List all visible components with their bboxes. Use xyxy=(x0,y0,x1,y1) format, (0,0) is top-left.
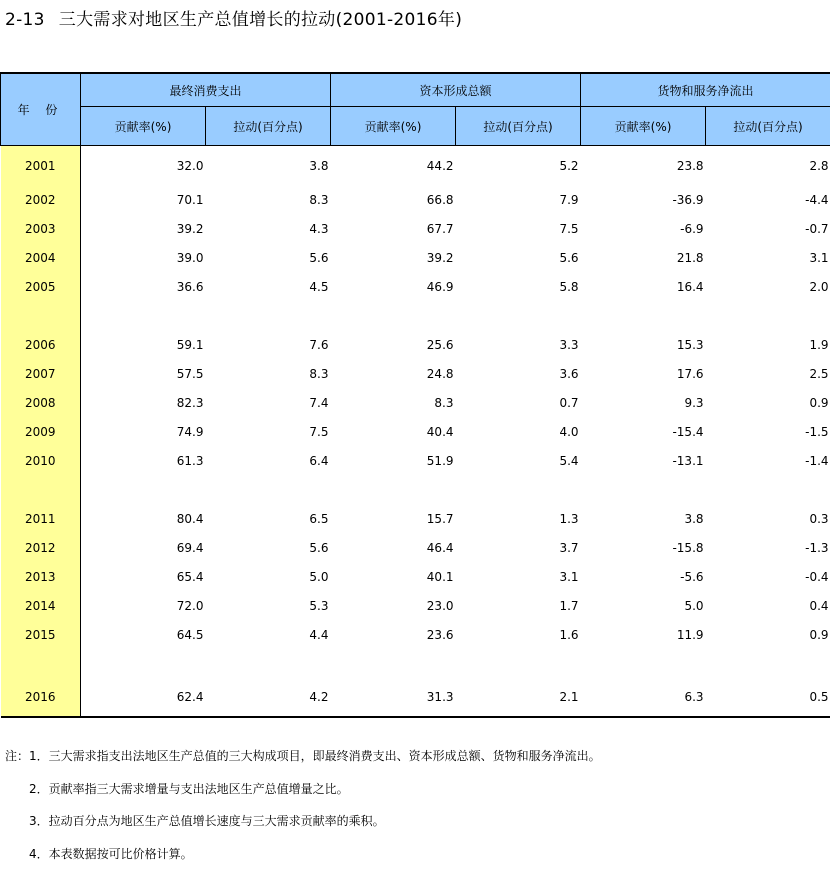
value-cell: 40.1 xyxy=(331,562,456,591)
year-cell: 2004 xyxy=(1,243,81,272)
table-row xyxy=(1,214,830,243)
header-pull: 拉动(百分点) xyxy=(206,107,331,146)
value-cell: 3.6 xyxy=(456,359,581,388)
table-row xyxy=(1,417,830,446)
value-cell: 80.4 xyxy=(81,504,206,533)
value-cell: 3.8 xyxy=(581,504,706,533)
value-cell: -36.9 xyxy=(581,185,706,214)
value-cell: 7.6 xyxy=(206,330,331,359)
header-contribution: 贡献率(%) xyxy=(331,107,456,146)
value-cell: 82.3 xyxy=(81,388,206,417)
value-cell: 7.9 xyxy=(456,185,581,214)
year-cell: 2011 xyxy=(1,504,81,533)
value-cell: 59.1 xyxy=(81,330,206,359)
value-cell: 4.0 xyxy=(456,417,581,446)
empty-cell xyxy=(81,649,206,678)
year-cell: 2005 xyxy=(1,272,81,301)
spacer-row xyxy=(1,475,830,504)
value-cell: 1.6 xyxy=(456,620,581,649)
year-cell: 2014 xyxy=(1,591,81,620)
value-cell: 2.1 xyxy=(456,678,581,717)
year-cell: 2012 xyxy=(1,533,81,562)
value-cell: 62.4 xyxy=(81,678,206,717)
empty-cell xyxy=(581,475,706,504)
value-cell: 0.7 xyxy=(456,388,581,417)
value-cell: 3.1 xyxy=(456,562,581,591)
empty-cell xyxy=(331,475,456,504)
year-cell: 2002 xyxy=(1,185,81,214)
value-cell: -1.5 xyxy=(706,417,830,446)
value-cell: 0.3 xyxy=(706,504,830,533)
notes xyxy=(5,748,601,878)
value-cell: 36.6 xyxy=(81,272,206,301)
note-line: 4．本表数据按可比价格计算。 xyxy=(5,846,601,878)
year-cell: 2003 xyxy=(1,214,81,243)
value-cell: 0.5 xyxy=(706,678,830,717)
value-cell: 1.7 xyxy=(456,591,581,620)
value-cell: 2.8 xyxy=(706,146,830,186)
empty-cell xyxy=(456,301,581,330)
empty-cell xyxy=(331,649,456,678)
year-cell: 2015 xyxy=(1,620,81,649)
value-cell: -0.4 xyxy=(706,562,830,591)
value-cell: 5.8 xyxy=(456,272,581,301)
value-cell: 3.8 xyxy=(206,146,331,186)
value-cell: 51.9 xyxy=(331,446,456,475)
value-cell: 7.4 xyxy=(206,388,331,417)
header-contribution: 贡献率(%) xyxy=(581,107,706,146)
value-cell: 44.2 xyxy=(331,146,456,186)
value-cell: 1.3 xyxy=(456,504,581,533)
table-row xyxy=(1,562,830,591)
value-cell: 6.4 xyxy=(206,446,331,475)
value-cell: 2.5 xyxy=(706,359,830,388)
table-row xyxy=(1,620,830,649)
value-cell: 40.4 xyxy=(331,417,456,446)
value-cell: -15.8 xyxy=(581,533,706,562)
value-cell: 6.5 xyxy=(206,504,331,533)
table-title-text: 三大需求对地区生产总值增长的拉动(2001-2016年) xyxy=(59,10,462,30)
header-group-consumption: 最终消费支出 xyxy=(81,73,331,107)
value-cell: 5.0 xyxy=(206,562,331,591)
value-cell: -5.6 xyxy=(581,562,706,591)
data-table xyxy=(0,72,830,718)
empty-cell xyxy=(331,301,456,330)
year-cell: 2009 xyxy=(1,417,81,446)
value-cell: 2.0 xyxy=(706,272,830,301)
value-cell: 7.5 xyxy=(206,417,331,446)
note-line: 3．拉动百分点为地区生产总值增长速度与三大需求贡献率的乘积。 xyxy=(5,813,601,846)
value-cell: 23.6 xyxy=(331,620,456,649)
value-cell: 32.0 xyxy=(81,146,206,186)
value-cell: 17.6 xyxy=(581,359,706,388)
value-cell: 46.9 xyxy=(331,272,456,301)
empty-cell xyxy=(81,301,206,330)
value-cell: 0.4 xyxy=(706,591,830,620)
year-cell: 2016 xyxy=(1,678,81,717)
value-cell: -15.4 xyxy=(581,417,706,446)
table-row xyxy=(1,591,830,620)
empty-cell xyxy=(206,649,331,678)
value-cell: 31.3 xyxy=(331,678,456,717)
year-cell: 2013 xyxy=(1,562,81,591)
value-cell: 23.8 xyxy=(581,146,706,186)
table-row xyxy=(1,330,830,359)
value-cell: 7.5 xyxy=(456,214,581,243)
empty-cell xyxy=(706,649,830,678)
value-cell: 74.9 xyxy=(81,417,206,446)
value-cell: 8.3 xyxy=(331,388,456,417)
note-line: 注：1．三大需求指支出法地区生产总值的三大构成项目，即最终消费支出、资本形成总额、货物和服务净流出。 xyxy=(5,748,601,781)
value-cell: 8.3 xyxy=(206,359,331,388)
value-cell: 67.7 xyxy=(331,214,456,243)
value-cell: 8.3 xyxy=(206,185,331,214)
value-cell: 0.9 xyxy=(706,388,830,417)
year-cell: 2010 xyxy=(1,446,81,475)
value-cell: 5.2 xyxy=(456,146,581,186)
value-cell: 5.0 xyxy=(581,591,706,620)
value-cell: 3.1 xyxy=(706,243,830,272)
empty-cell xyxy=(581,301,706,330)
value-cell: 72.0 xyxy=(81,591,206,620)
value-cell: 5.6 xyxy=(456,243,581,272)
value-cell: 39.0 xyxy=(81,243,206,272)
table-body xyxy=(1,146,830,718)
value-cell: -13.1 xyxy=(581,446,706,475)
value-cell: 39.2 xyxy=(81,214,206,243)
year-cell xyxy=(1,475,81,504)
value-cell: -4.4 xyxy=(706,185,830,214)
value-cell: 23.0 xyxy=(331,591,456,620)
value-cell: 3.7 xyxy=(456,533,581,562)
table-row xyxy=(1,146,830,186)
year-cell: 2008 xyxy=(1,388,81,417)
value-cell: -6.9 xyxy=(581,214,706,243)
value-cell: 3.3 xyxy=(456,330,581,359)
value-cell: 16.4 xyxy=(581,272,706,301)
value-cell: 1.9 xyxy=(706,330,830,359)
value-cell: 4.2 xyxy=(206,678,331,717)
year-cell: 2001 xyxy=(1,146,81,186)
value-cell: -1.4 xyxy=(706,446,830,475)
year-cell: 2007 xyxy=(1,359,81,388)
value-cell: 5.6 xyxy=(206,533,331,562)
header-contribution: 贡献率(%) xyxy=(81,107,206,146)
table-title xyxy=(5,5,462,30)
value-cell: 15.7 xyxy=(331,504,456,533)
header-pull: 拉动(百分点) xyxy=(456,107,581,146)
header-year: 年 份 xyxy=(1,73,81,146)
value-cell: 24.8 xyxy=(331,359,456,388)
table-row xyxy=(1,388,830,417)
spacer-row xyxy=(1,301,830,330)
table-number: 2-13 xyxy=(5,10,45,30)
year-cell xyxy=(1,301,81,330)
table-row xyxy=(1,504,830,533)
value-cell: 11.9 xyxy=(581,620,706,649)
empty-cell xyxy=(456,475,581,504)
value-cell: 0.9 xyxy=(706,620,830,649)
value-cell: 69.4 xyxy=(81,533,206,562)
table-row xyxy=(1,359,830,388)
empty-cell xyxy=(456,649,581,678)
value-cell: 15.3 xyxy=(581,330,706,359)
table-row xyxy=(1,446,830,475)
header-pull: 拉动(百分点) xyxy=(706,107,830,146)
empty-cell xyxy=(206,301,331,330)
empty-cell xyxy=(706,301,830,330)
value-cell: 4.4 xyxy=(206,620,331,649)
empty-cell xyxy=(81,475,206,504)
value-cell: 4.5 xyxy=(206,272,331,301)
empty-cell xyxy=(206,475,331,504)
value-cell: 21.8 xyxy=(581,243,706,272)
value-cell: 65.4 xyxy=(81,562,206,591)
table-row xyxy=(1,533,830,562)
value-cell: 46.4 xyxy=(331,533,456,562)
value-cell: 64.5 xyxy=(81,620,206,649)
value-cell: 70.1 xyxy=(81,185,206,214)
year-cell xyxy=(1,649,81,678)
empty-cell xyxy=(706,475,830,504)
value-cell: 5.3 xyxy=(206,591,331,620)
value-cell: 5.6 xyxy=(206,243,331,272)
value-cell: 6.3 xyxy=(581,678,706,717)
value-cell: -1.3 xyxy=(706,533,830,562)
note-line: 2．贡献率指三大需求增量与支出法地区生产总值增量之比。 xyxy=(5,781,601,814)
value-cell: 25.6 xyxy=(331,330,456,359)
header-group-net-export: 货物和服务净流出 xyxy=(581,73,830,107)
value-cell: 39.2 xyxy=(331,243,456,272)
table-row xyxy=(1,243,830,272)
value-cell: 9.3 xyxy=(581,388,706,417)
year-cell: 2006 xyxy=(1,330,81,359)
value-cell: 61.3 xyxy=(81,446,206,475)
value-cell: 57.5 xyxy=(81,359,206,388)
table-row xyxy=(1,272,830,301)
value-cell: 5.4 xyxy=(456,446,581,475)
value-cell: 4.3 xyxy=(206,214,331,243)
table-row xyxy=(1,185,830,214)
header-group-capital: 资本形成总额 xyxy=(331,73,581,107)
value-cell: 66.8 xyxy=(331,185,456,214)
value-cell: -0.7 xyxy=(706,214,830,243)
empty-cell xyxy=(581,649,706,678)
table-row xyxy=(1,678,830,717)
spacer-row xyxy=(1,649,830,678)
